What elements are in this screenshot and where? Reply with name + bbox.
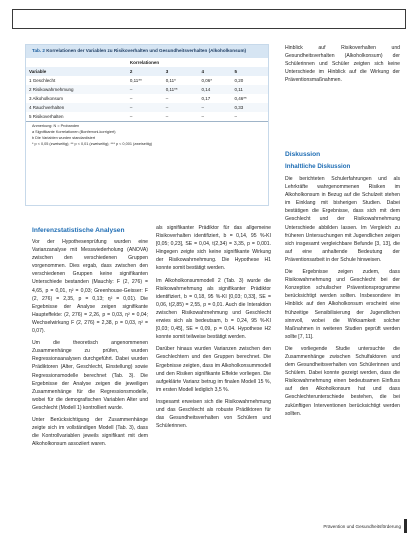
column-right xyxy=(285,150,400,422)
column-left xyxy=(32,226,148,452)
table-col-header: 4 xyxy=(199,67,232,76)
table-note: * p < 0,05 (zweiseitig); ** p < 0,01 (zweiseitig); *** p < 0,001 (zweiseitig) xyxy=(32,141,152,146)
paragraph: Vor der Hypothesenprüfung wurden eine Varianzanalyse mit Messwiederholung (ANOVA) zwischen den verschiedenen Gruppen vorgenommen. Dies ergab, dass zwischen den verschiedenen Gruppen keine signifikanten Unterschiede bestanden (Mauchly: F (2, 276) = 4,65, p = 0,01, η² = 0,03; Greenhouse-Geisser: F (2, 276) = 2,35, p = 0,13; η² = 0,01). Die Ergebnisse der Analyse zeigen signifikante Haupteffekte: (2, 276) = 2,26, p = 0,03, η² = 0,04; Wechselwirkung F (2, 276) = 2,38, p = 0,03, η² = 0,07). xyxy=(32,239,148,335)
table-cell: 0,46** xyxy=(234,96,247,102)
table-col-header: 3 xyxy=(163,67,199,76)
paragraph: Unter Berücksichtigung der Zusammenhänge zeigte sich im vollständigen Modell (Tab. 3), dass die Kontrollvariablen jeweils signifikant mit dem Alkoholkonsum assoziiert waren. xyxy=(32,416,148,448)
subheading-content-discussion: Inhaltliche Diskussion xyxy=(285,163,351,170)
table-variable-header: Variable xyxy=(26,67,127,76)
table-caption-text: Korrelationen der Variablen zu Risikoverhalten und Gesundheitsverhalten (Alkoholkonsum) xyxy=(46,48,247,53)
table-cell: 0,33 xyxy=(231,103,268,112)
paragraph: Insgesamt erweisen sich die Risikowahrnehmung und das Geschlecht als robuste Prädiktoren für das Gesundheitsverhalten von Schülern und Schülerinnen. xyxy=(156,398,271,430)
table-note: b Die Variablen wurden standardisiert xyxy=(32,135,96,140)
table-col-header: 5 xyxy=(231,67,268,76)
table-cell: – xyxy=(199,112,232,122)
table-row-label: 1 Geschlecht xyxy=(29,78,56,84)
correlation-table-card xyxy=(25,44,269,206)
table-row xyxy=(26,103,268,112)
table-row-label: 4 Rauchverhalten xyxy=(26,103,127,112)
paragraph: Die berichteten Schulerfahrungen und als Lehrkräfte wahrgenommenen Risiken im Alkoholkonsum in Bezug auf die Schulzeit stehen im Einklang mit bisherigen Studien. Dabei bestätigen die Ergebnisse, dass sich mit dem Geschlecht und der Risikowahrnehmung Unterschiede abbilden lassen. Im Vergleich zu früheren Untersuchungen mit Jugendlichen zeigen sich insgesamt vergleichbare Befunde [3, 13], die auf eine anhaltende Bedeutung der Präventionsarbeit in der Schule hinweisen. xyxy=(285,176,400,263)
table-cell: – xyxy=(163,103,199,112)
table-cell: – xyxy=(231,112,268,122)
table-cell: – xyxy=(127,85,163,94)
table-notes xyxy=(26,122,268,149)
table-cell: 0,11** xyxy=(129,78,142,84)
table-cell: 0,11 xyxy=(231,85,268,94)
table-cell: 0,17 xyxy=(201,96,211,102)
paragraph: Darüber hinaus wurden Varianzen zwischen den Geschlechtern und den Gruppen berechnet. Die Ergebnisse zeigten, dass im Alkoholkonsummodell und den Risiken signifikante Effekte vorliegen. Die aufgeklärte Varianz betrug im finalen Modell 15 %, im ersten Modell lediglich 3,5 %. xyxy=(156,346,271,393)
section-heading-discussion: Diskussion xyxy=(285,151,321,158)
table-group-header: Korrelationen xyxy=(129,60,160,66)
table-row xyxy=(26,76,268,85)
table-cell: 0,11** xyxy=(163,85,199,94)
footer-bar xyxy=(404,519,407,533)
table-cell: 0,11* xyxy=(165,78,176,84)
paragraph: Um die theoretisch angenommenen Zusammenhänge zu prüfen, wurden Regressionsanalysen durchgeführt. Dabei wurden Prädiktoren (Alter, Geschlecht, Einstellung) sowie Regressionsmodelle berechnet (Tab. 3). Die Ergebnisse der Analyse zeigen die jeweiligen Zusammenhänge für die Regressionsmodelle, wobei für die demografischen Variablen Alter und Geschlecht (Modell 1) kontrolliert wurde. xyxy=(32,340,148,411)
correlation-table xyxy=(26,58,268,122)
journal-footer: Prävention und Gesundheitsförderung xyxy=(323,524,401,529)
table-row xyxy=(26,112,268,122)
table-cell: – xyxy=(127,103,163,112)
table-cell: – xyxy=(129,96,133,102)
paragraph: als signifikanter Prädiktor für das allgemeine Risikoverhalten identifiziert, b = 0,14, 95 %-KI [0,05; 0,23], SE = 0,04, t(2,34) = 3,35, p = 0,001. Hingegen zeigte sich keine signifikante Wirkung der Risikowahrnehmung. Die Hypothese H1 konnte somit bestätigt werden. xyxy=(156,225,271,272)
column-right-top xyxy=(285,44,400,88)
table-row-label: 5 Risikoverhalten xyxy=(26,112,127,122)
table-cell: 0,14 xyxy=(199,85,232,94)
table-column-header-row xyxy=(26,67,268,76)
table-group-header-row xyxy=(26,58,268,67)
table-note: Anmerkung: N = Probanden xyxy=(32,124,80,129)
paragraph: Im Alkoholkonsummodell 2 (Tab. 3) wurde die Risikowahrnehmung als signifikanter Prädiktor identifiziert, b = 0,18, 95 %-KI [0,03; 0,33], SE = 0,06, t(2,85) = 2,55, p = 0,01. Auch die Interaktion zwischen Risikowahrnehmung und Geschlecht erwies sich als bedeutsam, b = 0,24, 95 %-KI [0,03; 0,45], SE = 0,09, p = 0,04. Hypothese H2 konnte somit teilweise bestätigt werden. xyxy=(156,277,271,341)
table-caption xyxy=(26,45,268,58)
table-cell: – xyxy=(165,96,169,102)
table-row-label: 2 Risikowahrnehmung xyxy=(26,85,127,94)
header-frame xyxy=(12,9,406,29)
table-cell: – xyxy=(199,103,232,112)
table-note: a Signifikante Korrelationen (Bonferroni-korrigiert) xyxy=(32,130,116,134)
column-middle xyxy=(156,224,271,434)
table-cell: – xyxy=(127,112,163,122)
table-cell: – xyxy=(163,112,199,122)
paragraph: Hinblick auf Risikoverhalten und Gesundheitsverhalten (Alkoholkonsum) der Schülerinnen und Schüler zeigten sich keine Unterschiede im Hinblick auf die Wirkung der Präventionsmaßnahmen. xyxy=(285,45,400,84)
section-heading-inferential: Inferenzstatistische Analysen xyxy=(32,227,125,234)
paragraph: Die vorliegende Studie untersuchte die Zusammenhänge zwischen Schulfaktoren und dem Gesundheitsverhalten von Schülerinnen und Schülern. Dabei konnte gezeigt werden, dass die Risikowahrnehmung einen bedeutsamen Einfluss auf den Alkoholkonsum hat und dass Geschlechterunterschiede bestehen, die bei zukünftigen Interventionen berücksichtigt werden sollten. xyxy=(285,345,400,417)
table-col-header: 2 xyxy=(127,67,163,76)
table-row xyxy=(26,85,268,94)
paragraph: Die Ergebnisse zeigen zudem, dass Risikowahrnehmung und Geschlecht bei der Konzeption schulischer Präventionsprogramme berücksichtigt werden sollten. Insbesondere im Hinblick auf den Alkoholkonsum erscheint eine frühzeitige Sensibilisierung der Jugendlichen sinnvoll, wobei die Wirksamkeit solcher Maßnahmen in weiteren Studien geprüft werden sollte [7, 11]. xyxy=(285,269,400,340)
table-label: Tab. 2 xyxy=(32,48,45,53)
table-row-label: 3 Alkoholkonsum xyxy=(29,96,64,102)
table-row xyxy=(26,94,268,103)
table-cell: 0,06* xyxy=(201,78,213,84)
table-cell: 0,20 xyxy=(234,78,244,84)
